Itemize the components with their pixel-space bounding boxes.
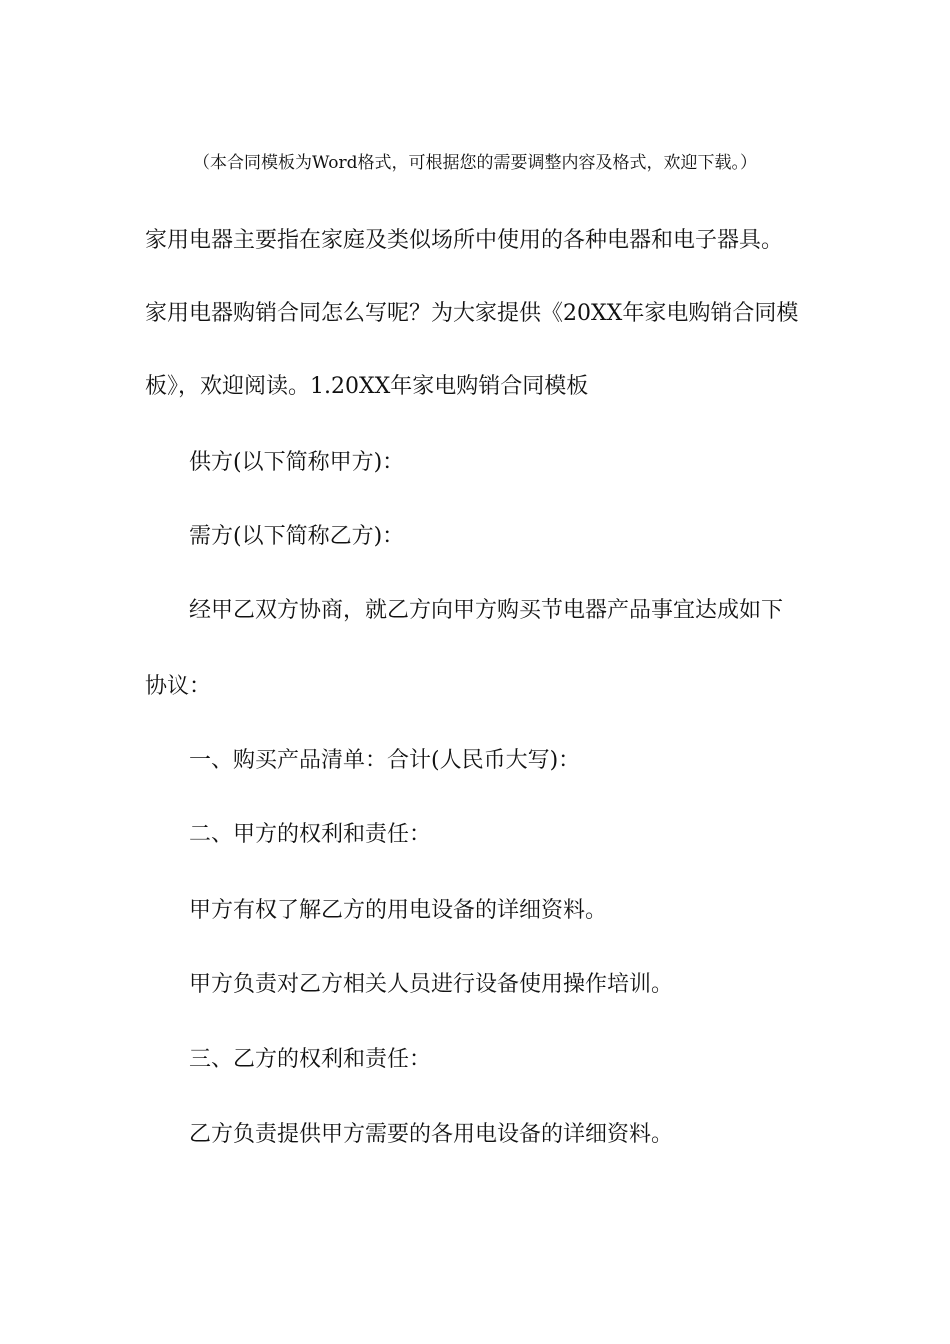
clause-2-item-2: 甲方负责对乙方相关人员进行设备使用操作培训。 bbox=[189, 972, 674, 997]
clause-3-item-1: 乙方负责提供甲方需要的各用电设备的详细资料。 bbox=[189, 1122, 674, 1147]
intro-line-3: 板》，欢迎阅读。1.20XX年家电购销合同模板 bbox=[145, 374, 589, 399]
clause-3-title: 三、乙方的权利和责任： bbox=[189, 1047, 432, 1072]
clause-1: 一、购买产品清单：合计(人民币大写)： bbox=[189, 748, 581, 773]
supplier-line: 供方(以下简称甲方)： bbox=[189, 450, 405, 475]
clause-2-title: 二、甲方的权利和责任： bbox=[189, 822, 432, 847]
agreement-line-1: 经甲乙双方协商，就乙方向甲方购买节电器产品事宜达成如下 bbox=[189, 598, 784, 623]
template-note: （本合同模板为Word格式，可根据您的需要调整内容及格式，欢迎下载。） bbox=[192, 153, 758, 173]
intro-line-1: 家用电器主要指在家庭及类似场所中使用的各种电器和电子器具。 bbox=[145, 228, 784, 253]
intro-line-2: 家用电器购销合同怎么写呢？为大家提供《20XX年家电购销合同模 bbox=[145, 301, 799, 326]
agreement-line-2: 协议： bbox=[145, 674, 212, 699]
clause-2-item-1: 甲方有权了解乙方的用电设备的详细资料。 bbox=[189, 898, 608, 923]
buyer-line: 需方(以下简称乙方)： bbox=[189, 524, 405, 549]
